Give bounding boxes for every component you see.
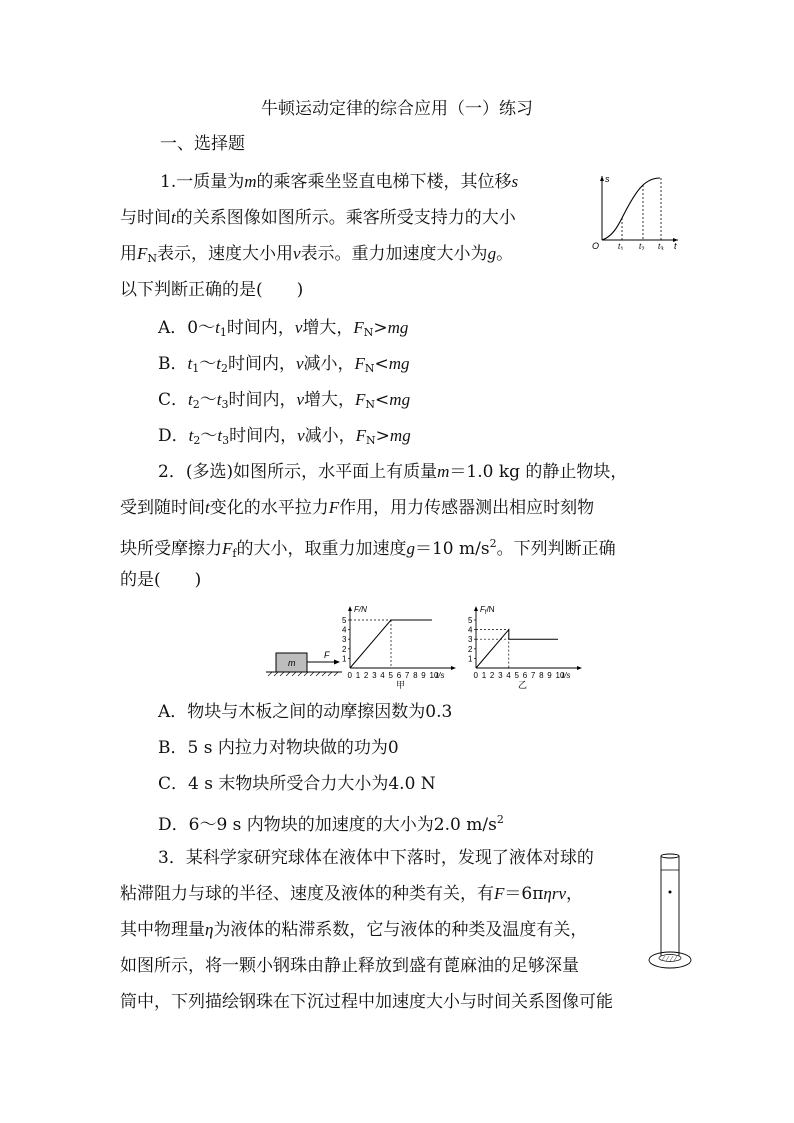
q1-option-d[interactable]: D．$t_2\sim t_3$时间内，v减小，$F_N>mg$ bbox=[158, 426, 411, 447]
jia-xtick-label: 3 bbox=[372, 671, 377, 680]
jia-xunit: t/s bbox=[436, 671, 445, 680]
jia-xtick-label: 0 bbox=[347, 671, 352, 680]
jia-caption: 甲 bbox=[396, 680, 406, 690]
yi-ytick-label: 1 bbox=[468, 654, 473, 664]
yi-xtick-label: 6 bbox=[522, 671, 528, 680]
q1-st-graph bbox=[588, 170, 683, 250]
q1-line3: 用$F_N$表示，速度大小用v表示。重力加速度大小为g。 bbox=[120, 244, 514, 265]
steel-ball bbox=[669, 891, 672, 894]
q2-line2: 受到随时间t变化的水平拉力F作用，用力传感器测出相应时刻物 bbox=[120, 498, 595, 518]
yi-xtick-label: 8 bbox=[539, 671, 544, 680]
q1-option-c[interactable]: C．$t_2\sim t_3$时间内，v增大，$F_N<mg$ bbox=[158, 390, 411, 411]
q3-line4: 如图所示，将一颗小钢珠由静止释放到盛有蓖麻油的足够深量 bbox=[120, 956, 579, 976]
jia-xtick-label: 9 bbox=[421, 671, 426, 680]
block-label: m bbox=[288, 658, 296, 668]
yi-x-arrow-icon bbox=[577, 666, 582, 670]
jia-xtick-label: 4 bbox=[380, 671, 385, 680]
yi-xtick-label: 0 bbox=[473, 671, 478, 680]
q2-line4: 的是( ) bbox=[120, 570, 202, 590]
jia-ylabel: F/N bbox=[354, 605, 367, 614]
q2-option-b[interactable]: B．5 s 内拉力对物块做的功为0 bbox=[158, 738, 399, 758]
ground-hatching bbox=[268, 672, 338, 676]
page-title: 牛顿运动定律的综合应用（一）练习 bbox=[261, 99, 533, 119]
q1-line4: 以下判断正确的是( ) bbox=[120, 280, 304, 300]
q2-line1: 2．(多选)如图所示，水平面上有质量m＝1.0 kg 的静止物块， bbox=[158, 462, 628, 482]
graph-t1-label: $t_1$ bbox=[618, 242, 624, 250]
jia-ytick-label: 4 bbox=[342, 625, 347, 635]
jia-y-arrow-icon bbox=[348, 606, 352, 611]
yi-y-arrow-icon bbox=[474, 606, 478, 611]
q2-option-c[interactable]: C．4 s 末物块所受合力大小为4.0 N bbox=[158, 774, 436, 794]
jia-xtick-label: 1 bbox=[355, 671, 361, 680]
q1-option-b[interactable]: B．$t_1\sim t_2$时间内，v减小，$F_N<mg$ bbox=[158, 354, 410, 375]
yi-ytick-label: 5 bbox=[468, 616, 473, 625]
q1-line2: 与时间t的关系图像如图所示。乘客所受支持力的大小 bbox=[120, 208, 516, 228]
jia-ytick-label: 2 bbox=[342, 644, 347, 654]
yi-ytick-label: 3 bbox=[468, 635, 473, 645]
yi-xtick-label: 4 bbox=[506, 671, 511, 680]
graph-ylabel: s bbox=[605, 174, 610, 184]
jia-ytick-label: 5 bbox=[342, 616, 347, 625]
yi-xtick-label: 2 bbox=[489, 671, 495, 680]
q1-option-a[interactable]: A．$0\sim t_1$时间内，v增大，$F_N>mg$ bbox=[158, 318, 409, 339]
q2-block-figure bbox=[262, 640, 344, 680]
yi-caption: 乙 bbox=[518, 680, 528, 690]
yi-xtick-label: 3 bbox=[498, 671, 503, 680]
base-hatching bbox=[662, 956, 677, 961]
jia-xtick-label: 2 bbox=[363, 671, 369, 680]
graph-t3-label: $t_3$ bbox=[658, 242, 664, 250]
graduated-cylinder-figure bbox=[646, 848, 692, 974]
chart-yi bbox=[462, 602, 586, 690]
q2-option-d[interactable]: D．6～9 s 内物块的加速度的大小为2.0 $m/s^2$ bbox=[158, 813, 504, 835]
graph-t2-label: $t_2$ bbox=[639, 242, 645, 250]
jia-xtick-label: 6 bbox=[396, 671, 402, 680]
chart-jia bbox=[336, 602, 460, 690]
yi-xtick-label: 5 bbox=[514, 671, 519, 680]
q2-option-a[interactable]: A．物块与木板之间的动摩擦因数为0.3 bbox=[158, 702, 453, 722]
jia-ytick-label: 3 bbox=[342, 635, 347, 645]
force-label: F bbox=[324, 650, 330, 660]
jia-ytick-label: 1 bbox=[342, 654, 347, 664]
yi-xtick-label: 10 bbox=[555, 671, 565, 680]
jia-xtick-label: 7 bbox=[404, 671, 410, 680]
y-axis-arrow-icon bbox=[600, 176, 604, 181]
jia-xtick-label: 10 bbox=[429, 671, 439, 680]
graph-xlabel: t bbox=[674, 241, 677, 250]
yi-ytick-label: 2 bbox=[468, 644, 473, 654]
q3-line3: 其中物理量η为液体的粘滞系数，它与液体的种类及温度有关， bbox=[120, 920, 588, 940]
jia-x-arrow-icon bbox=[451, 666, 456, 670]
q3-line1: 3．某科学家研究球体在液体中下落时，发现了液体对球的 bbox=[158, 848, 594, 868]
yi-ytick-label: 4 bbox=[468, 625, 473, 635]
yi-xtick-label: 7 bbox=[530, 671, 536, 680]
yi-xtick-label: 9 bbox=[547, 671, 552, 680]
yi-xunit: t/s bbox=[562, 671, 571, 680]
q3-line2: 粘滞阻力与球的半径、速度及液体的种类有关，有F＝6πηrv， bbox=[120, 884, 583, 904]
yi-data-line bbox=[476, 630, 558, 668]
yi-ylabel: $F_f/N$ bbox=[480, 605, 495, 616]
s-t-curve bbox=[602, 178, 660, 240]
cylinder-base-inner bbox=[659, 955, 681, 962]
cylinder-rim bbox=[661, 854, 679, 858]
q2-line3: 块所受摩擦力$F_f$的大小，取重力加速度g＝10 $m/s^2$。下列判断正确 bbox=[120, 537, 616, 560]
section-heading: 一、选择题 bbox=[160, 134, 245, 154]
jia-xtick-label: 8 bbox=[413, 671, 418, 680]
jia-xtick-label: 5 bbox=[388, 671, 393, 680]
graph-origin: O bbox=[592, 241, 600, 250]
yi-xtick-label: 1 bbox=[481, 671, 487, 680]
q3-line5: 筒中，下列描绘钢珠在下沉过程中加速度大小与时间关系图像可能 bbox=[120, 992, 613, 1012]
q1-line1: 1.一质量为m的乘客乘坐竖直电梯下楼，其位移s bbox=[160, 172, 519, 192]
